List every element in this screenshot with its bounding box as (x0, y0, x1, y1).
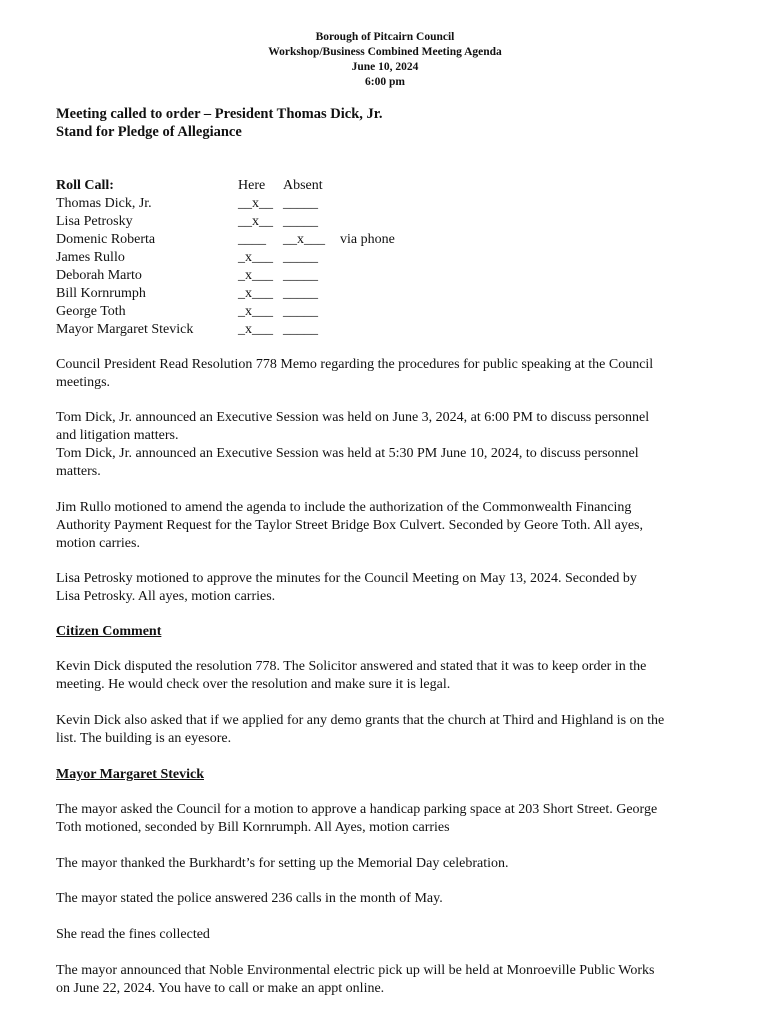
mayor-paragraph: The mayor thanked the Burkhardt’s for setting up the Memorial Day celebration. (56, 856, 509, 871)
executive-session-paragraph: Tom Dick, Jr. announced an Executive Session was held at 5:30 PM June 10, 2024, to discuss personnel (56, 446, 639, 461)
resolution-paragraph: meetings. (56, 375, 111, 390)
mayor-paragraph: The mayor stated the police answered 236 calls in the month of May. (56, 891, 443, 906)
amend-agenda-paragraph: Authority Payment Request for the Taylor Street Bridge Box Culvert. Seconded by Geore Toth. All ayes, (56, 518, 643, 533)
roll-call-absent-header: Absent (283, 178, 323, 193)
roll-call-here-mark: __x__ (238, 214, 273, 229)
roll-call-name: Lisa Petrosky (56, 214, 133, 229)
roll-call-name: Mayor Margaret Stevick (56, 322, 194, 337)
roll-call-absent-mark: _____ (283, 286, 318, 301)
executive-session-paragraph: matters. (56, 464, 101, 479)
roll-call-name: James Rullo (56, 250, 125, 265)
roll-call-absent-mark: __x___ (283, 232, 325, 247)
resolution-paragraph: Council President Read Resolution 778 Memo regarding the procedures for public speaking at the Council (56, 357, 654, 372)
roll-call-here-header: Here (238, 178, 266, 193)
roll-call-absent-mark: _____ (283, 268, 318, 283)
mayor-paragraph: The mayor asked the Council for a motion to approve a handicap parking space at 203 Short Street. George (56, 802, 658, 817)
mayor-paragraph: The mayor announced that Noble Environmental electric pick up will be held at Monroeville Public Works (56, 963, 655, 978)
executive-session-paragraph: and litigation matters. (56, 428, 179, 443)
citizen-comment-paragraph: Kevin Dick also asked that if we applied for any demo grants that the church at Third and Highland is on the (56, 713, 665, 728)
mayor-paragraph: Toth motioned, seconded by Bill Kornrumph. All Ayes, motion carries (56, 820, 450, 835)
executive-session-paragraph: Tom Dick, Jr. announced an Executive Session was held on June 3, 2024, at 6:00 PM to discuss personnel (56, 410, 650, 425)
header-line-time: 6:00 pm (365, 76, 405, 88)
call-to-order: Meeting called to order – President Thomas Dick, Jr. (56, 106, 383, 122)
roll-call-absent-mark: _____ (283, 322, 318, 337)
roll-call-name: George Toth (56, 304, 126, 319)
citizen-comment-heading: Citizen Comment (56, 624, 162, 639)
roll-call-name: Deborah Marto (56, 268, 142, 283)
roll-call-here-mark: _x___ (238, 322, 273, 337)
roll-call-name: Domenic Roberta (56, 232, 156, 247)
roll-call-absent-mark: _____ (283, 304, 318, 319)
mayor-paragraph: She read the fines collected (56, 927, 210, 942)
roll-call-name: Thomas Dick, Jr. (56, 196, 152, 211)
roll-call-here-mark: ____ (238, 232, 266, 247)
mayor-heading: Mayor Margaret Stevick (56, 767, 204, 782)
citizen-comment-paragraph: Kevin Dick disputed the resolution 778. The Solicitor answered and stated that it was to keep order in the (56, 659, 647, 674)
roll-call-here-mark: __x__ (238, 196, 273, 211)
header-line-date: June 10, 2024 (351, 61, 419, 73)
minutes-paragraph: Lisa Petrosky motioned to approve the minutes for the Council Meeting on May 13, 2024. Seconded by (56, 571, 637, 586)
header-line-borough: Borough of Pitcairn Council (315, 31, 455, 43)
minutes-paragraph: Lisa Petrosky. All ayes, motion carries. (56, 589, 276, 604)
roll-call-here-mark: _x___ (238, 304, 273, 319)
mayor-paragraph: on June 22, 2024. You have to call or make an appt online. (56, 981, 385, 996)
pledge-of-allegiance: Stand for Pledge of Allegiance (56, 124, 242, 140)
citizen-comment-paragraph: meeting. He would check over the resolution and make sure it is legal. (56, 677, 451, 692)
roll-call-name: Bill Kornrumph (56, 286, 146, 301)
citizen-comment-paragraph: list. The building is an eyesore. (56, 731, 232, 746)
roll-call-title: Roll Call: (56, 178, 114, 193)
roll-call-absent-mark: _____ (283, 214, 318, 229)
roll-call-here-mark: _x___ (238, 250, 273, 265)
header-line-agenda: Workshop/Business Combined Meeting Agenda (268, 46, 502, 58)
roll-call-here-mark: _x___ (238, 268, 273, 283)
roll-call-absent-mark: _____ (283, 196, 318, 211)
roll-call-note: via phone (340, 232, 395, 247)
roll-call-absent-mark: _____ (283, 250, 318, 265)
roll-call-here-mark: _x___ (238, 286, 273, 301)
amend-agenda-paragraph: Jim Rullo motioned to amend the agenda to include the authorization of the Commonwealth Financing (56, 500, 632, 515)
amend-agenda-paragraph: motion carries. (56, 536, 140, 551)
